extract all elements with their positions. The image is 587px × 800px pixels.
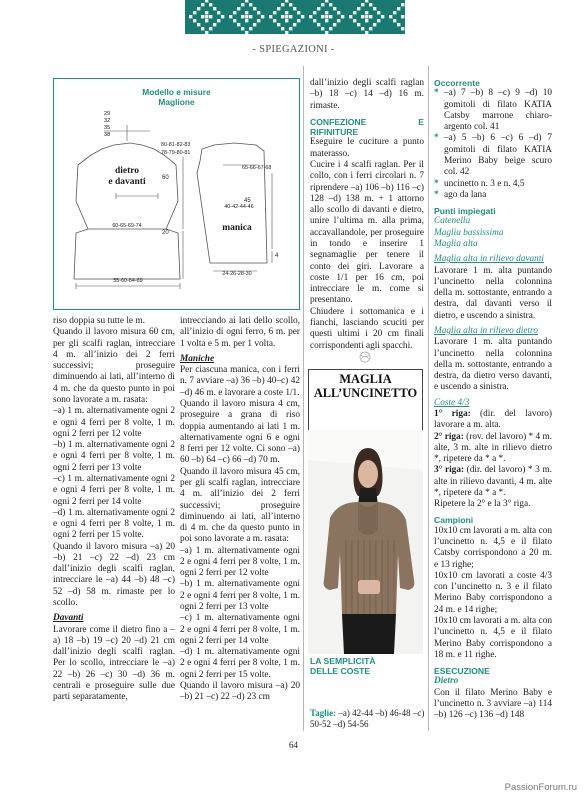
paragraph: Cucire i 4 scalfi raglan. Per il collo, con i ferri circolari n. 7 riprendere –a) 106 –b) 116 –c) 128 –d) 138 m. + 1 attorno allo scollo di davanti e dietro, unire l’ultima m. alla prima, accavallandole, per proseguire in tondo e inserire 1 segnamaglie per tenere il conto dei giri. Lavorare a coste 1/1 per 16 cm, poi intrecciare le m. come si presentano. — [310, 160, 424, 306]
page-number: 64 — [289, 740, 298, 750]
decorative-pattern-band — [185, 0, 405, 34]
paragraph: Eseguire le cuciture a punto materasso. — [310, 137, 424, 159]
paragraph: –c) 1 m. alternativamente ogni 2 e ogni 4 ferri per 8 volte, 1 m. ogni 2 ferri per 14 volte — [180, 613, 300, 646]
paragraph: Con il filato Merino Baby e l’uncinetto n. 3 avviare –a) 114 –b) 126 –c) 136 –d) 148 — [434, 687, 552, 721]
paragraph: 10x10 cm lavorati a coste 4/3 con l’uncinetto n. 3 e il filato Merino Baby corrispondono a 24 m. e 14 righe; — [434, 570, 552, 615]
sizes-value: –a) 42-44 –b) 46-48 –c) 50-52 –d) 54-56 — [310, 708, 425, 729]
paragraph: –a) 1 m. alternativamente ogni 2 e ogni 4 ferri per 8 volte, 1 m. ogni 2 ferri per 12 volte — [53, 406, 175, 439]
paragraph: Quando il lavoro misura 4 cm, proseguire a grana di riso doppia aumentando ai lati 1 m. alternativamente ogni 6 e ogni 8 ferri per 12 volte. Ci sono –a) 60 –b) 64 –c) 66 –d) 70 m. — [180, 398, 300, 466]
length-labels: 80-81-82-83 78-79-80-81 — [161, 142, 191, 156]
text-column-4 — [434, 78, 552, 722]
body-height-label: 60 — [162, 175, 169, 181]
paragraph: riso doppia su tutte le m. — [53, 316, 145, 326]
feature-title-box — [308, 369, 423, 430]
section-heading-front: Davanti — [53, 613, 84, 624]
sleeve-height-label: 45 — [244, 198, 251, 204]
sizes-line — [310, 708, 428, 730]
paragraph: Quando il lavoro misura 60 cm, per gli scalfi raglan, intrecciare 4 m. all’inizio dei 2 ferri successivi; proseguire diminuendo ai lati, all’interno di 4 m. che da questo punto in poi sono lavorate a m. rasata: — [53, 327, 175, 405]
row-instruction: 1° riga: (dir. del lavoro) lavorare a m. alta. — [434, 408, 552, 431]
paragraph: 10x10 cm lavorati a m. alta con l’uncinetto n. 4,5 e il filato Catsby corrispondono a 20 m. e 13 righe; — [434, 525, 552, 570]
slit-height-label: 20 — [162, 230, 169, 236]
text-column-1 — [53, 316, 175, 704]
model-photo — [308, 430, 423, 654]
sleeve-width-label: 40-42-44-46 — [224, 204, 254, 210]
paragraph: Lavorare 1 m. alta puntando l’uncinetto nella colonnina della m. sottostante, entrando a destra, da dietro verso davanti, e uscendo a sinistra. — [434, 337, 552, 393]
cuff-width-label: 24-26-28-30 — [222, 271, 252, 277]
body-width-label: 60-65-69-74 — [112, 223, 142, 229]
stitch-heading: Coste 4/3 — [434, 397, 470, 408]
column-divider — [303, 66, 304, 731]
paragraph: Lavorare come il dietro fino a –a) 18 –b) 19 –c) 20 –d) 21 cm dall’inizio degli scalfi raglan. Per lo scollo, intrecciare le –a) 22 –b) 26 –c) 30 –d) 36 m. centrali e proseguire sulle due parti separatamente, — [53, 624, 175, 703]
list-item: * ago da lana — [434, 189, 487, 200]
paragraph: Chiudere i sottomanica e i fianchi, lasciando scuciti per questi ultimi i 20 cm finali corrispondenti agli spacchi. — [310, 306, 424, 351]
paragraph: –a) 1 m. alternativamente ogni 2 e ogni 4 ferri per 8 volte, 1 m. ogni 2 ferri per 12 volte — [180, 545, 300, 579]
section-heading-sleeves: Maniche — [180, 353, 215, 364]
paragraph: –b) 1 m. alternativamente ogni 2 e ogni 4 ferri per 8 volte, 1 m. ogni 2 ferri per 13 volte — [180, 579, 300, 613]
list-item: * uncinetto n. 3 e n. 4,5 — [434, 178, 525, 189]
column-divider — [428, 66, 429, 731]
paragraph: Quando il lavoro misura 45 cm, per gli scalfi raglan, intrecciare 4 m. all’inizio dei 2 ferri successivi; proseguire diminuendo ai lati, all’interno di 4 m. che da questo punto in poi sono lavorate a m. rasata: — [180, 466, 300, 545]
text-column-3 — [310, 78, 424, 352]
section-heading-finishing: CONFEZIONE E RIFINITURE — [310, 116, 424, 138]
garment-schematic — [54, 79, 301, 311]
sleeve-length-label: 65-66-67-68 — [242, 165, 272, 171]
section-header: - SPIEGAZIONI - — [252, 44, 335, 55]
body-label: dietro e davanti — [108, 166, 146, 187]
paragraph: Per ciascuna manica, con i ferri n. 7 avviare –a) 36 –b) 40–c) 42 –d) 46 m. e lavorare a coste 1/1. — [180, 365, 300, 398]
paragraph: –d) 1 m. alternativamente ogni 2 e ogni 4 ferri per 8 volte, 1 m. ogni 2 ferri per 15 volte. — [53, 507, 175, 541]
text-column-2 — [180, 316, 300, 704]
section-heading-stitches: Punti impiegati — [434, 206, 496, 217]
list-item: * –a) 7 –b) 8 –c) 9 –d) 10 gomitoli di filato KATIA Catsby marrone chiaro-argento col. 41 — [434, 88, 552, 133]
photo-caption: LA SEMPLICITÀ DELLE COSTE — [310, 656, 376, 677]
paragraph: –b) 1 m. alternativamente ogni 2 e ogni 4 ferri per 8 volte, 1 m. ogni 2 ferri per 13 volte — [53, 440, 175, 473]
schematic-diagram — [53, 78, 300, 310]
paragraph: –c) 1 m. alternativamente ogni 2 e ogni 4 ferri per 8 volte, 1 m. ogni 2 ferri per 14 volte — [53, 473, 175, 507]
row-instruction: 2° riga: (rov. del lavoro) * 4 m. alte, 3 m. alte in rilievo dietro *, ripetere da * a *. — [434, 431, 553, 465]
feature-title: MAGLIA ALL’UNCINETTO — [313, 372, 418, 400]
stitch-name: Maglia bassissima — [434, 227, 504, 238]
paragraph: 10x10 cm lavorati a m. alta con l’uncinetto n. 4,5 e il filato Merino Baby corrispondono a 18 m. e 11 righe. — [434, 616, 552, 660]
stitch-heading: Maglia alta in rilievo davanti — [434, 254, 545, 265]
paragraph: –d) 1 m. alternativamente ogni 2 e ogni 4 ferri per 8 volte, 1 m. ogni 2 ferri per 15 volte. — [180, 647, 300, 680]
neck-width-labels: 29 32 35 38 — [104, 111, 111, 138]
section-heading-execution: ESECUZIONE — [434, 666, 490, 677]
watermark: PassionForum.ru — [504, 782, 577, 793]
paragraph: Quando il lavoro misura –a) 20 –b) 21 –c) 22 –d) 23 cm — [180, 681, 300, 703]
section-heading-gauge: Campioni — [434, 515, 474, 526]
paragraph: Lavorare 1 m. alta puntando l’uncinetto nella colonnina della m. sottostante, entrando a destra, dal davanti verso il dietro, e uscendo a sinistra. — [434, 265, 552, 321]
paragraph: intrecciando ai lati dello scollo, all’inizio di ogni ferro, 6 m. per 1 volta e 5 m. per 1 volta. — [180, 316, 300, 349]
section-heading-materials: Occorrente — [434, 78, 480, 88]
sleeve-label: manica — [222, 223, 252, 233]
subsection-heading-back: Dietro — [434, 676, 459, 687]
paragraph: Ripetere la 2° e la 3° riga. — [434, 499, 531, 510]
paragraph: Quando il lavoro misura –a) 20 –b) 21 –c) 22 –d) 23 cm dall’inizio degli scalfi raglan, intrecciare le –a) 44 –b) 48 –c) 52 –d) 58 m. rimaste per lo scollo. — [53, 541, 175, 609]
stitch-name: Maglia alta — [434, 239, 478, 249]
paragraph: dall’inizio degli scalfi raglan –b) 18 –c) 14 –d) 16 m. rimaste. — [310, 78, 424, 111]
stitch-heading: Maglia alta in rilievo dietro — [434, 325, 538, 336]
hem-width-label: 55-60-64-69 — [113, 278, 143, 284]
diagram-title: Modello e misure Maglione — [142, 87, 211, 108]
stitch-name: Catenella — [434, 216, 471, 227]
yarn-ball-icon — [356, 350, 374, 362]
row-instruction: 3° riga: (dir. del lavoro) * 3 m. alte in rilievo davanti, 4 m. alte *, ripetere da * a *. — [434, 465, 552, 498]
sizes-label: Taglie: — [310, 708, 337, 718]
list-item: * –a) 5 –b) 6 –c) 6 –d) 7 gomitoli di filato KATIA Merino Baby beige scuro col. 42 — [434, 133, 552, 178]
cuff-height-label: 4 — [275, 253, 279, 259]
